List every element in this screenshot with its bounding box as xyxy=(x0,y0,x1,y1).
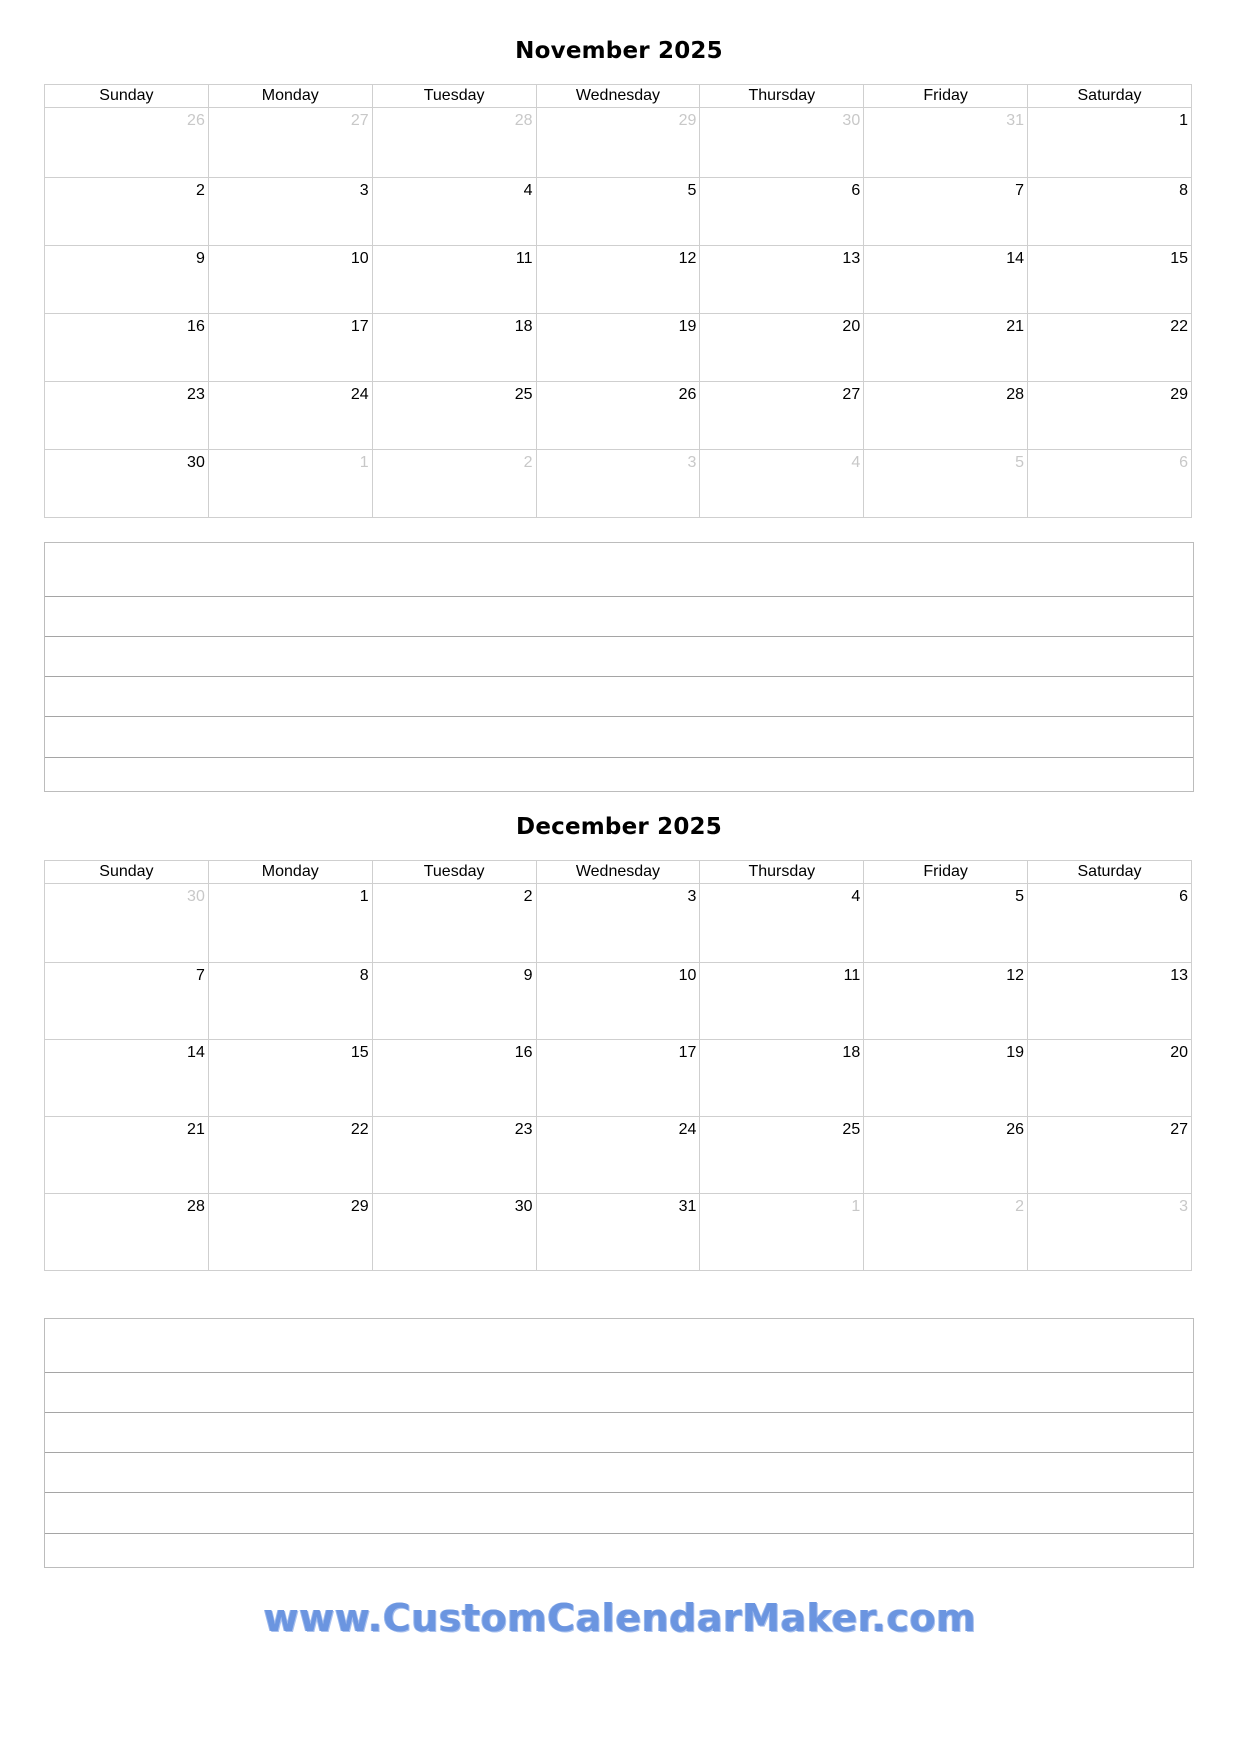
day-cell[interactable] xyxy=(864,178,1028,246)
adjacent-month-day-number: 3 xyxy=(1179,1198,1188,1215)
day-number: 9 xyxy=(523,967,533,984)
adjacent-month-day-number: 1 xyxy=(851,1198,861,1215)
day-number: 12 xyxy=(678,250,697,267)
day-cell[interactable] xyxy=(864,108,1028,178)
day-cell[interactable] xyxy=(208,1117,372,1194)
day-cell[interactable] xyxy=(700,450,864,518)
note-line xyxy=(45,1452,1193,1453)
day-cell[interactable] xyxy=(700,1040,864,1117)
weekday-header-row xyxy=(45,861,1192,884)
day-number: 30 xyxy=(514,1198,533,1215)
day-cell[interactable] xyxy=(45,314,209,382)
day-cell[interactable] xyxy=(864,963,1028,1040)
day-cell[interactable] xyxy=(536,1194,700,1271)
day-cell[interactable] xyxy=(372,382,536,450)
adjacent-month-day-number: 26 xyxy=(187,112,205,129)
day-number: 28 xyxy=(187,1198,205,1215)
calendar-grid-december xyxy=(44,860,1192,1271)
day-number: 29 xyxy=(1170,386,1188,403)
day-number: 11 xyxy=(515,250,533,267)
weekday-header: Sunday xyxy=(45,85,209,108)
day-cell[interactable] xyxy=(1028,1040,1192,1117)
day-cell[interactable] xyxy=(536,963,700,1040)
note-line xyxy=(45,716,1193,717)
day-number: 23 xyxy=(187,386,205,403)
day-number: 15 xyxy=(1170,250,1188,267)
day-cell[interactable] xyxy=(45,450,209,518)
day-cell[interactable] xyxy=(1028,963,1192,1040)
day-cell[interactable] xyxy=(372,1117,536,1194)
day-cell[interactable] xyxy=(1028,1194,1192,1271)
weekday-header: Saturday xyxy=(1028,85,1192,108)
weekday-header: Monday xyxy=(208,861,372,884)
day-cell[interactable] xyxy=(208,246,372,314)
day-cell[interactable] xyxy=(864,246,1028,314)
note-line xyxy=(45,676,1193,677)
week-row xyxy=(45,1040,1192,1117)
day-cell[interactable] xyxy=(1028,884,1192,963)
day-number: 13 xyxy=(1170,967,1188,984)
day-cell[interactable] xyxy=(864,1117,1028,1194)
day-cell[interactable] xyxy=(372,178,536,246)
day-cell[interactable] xyxy=(45,178,209,246)
day-cell[interactable] xyxy=(700,108,864,178)
adjacent-month-day-number: 2 xyxy=(523,454,533,471)
weekday-header: Tuesday xyxy=(372,85,536,108)
day-number: 13 xyxy=(842,250,861,267)
week-row xyxy=(45,178,1192,246)
day-cell[interactable] xyxy=(208,314,372,382)
day-number: 14 xyxy=(1006,250,1025,267)
day-number: 26 xyxy=(1006,1121,1025,1138)
day-number: 15 xyxy=(350,1044,369,1061)
adjacent-month-day-number: 3 xyxy=(687,454,697,471)
adjacent-month-day-number: 1 xyxy=(359,454,369,471)
day-number: 27 xyxy=(842,386,861,403)
day-number: 4 xyxy=(523,182,533,199)
notes-box-december xyxy=(44,1318,1194,1568)
weekday-header: Wednesday xyxy=(536,861,700,884)
note-line xyxy=(45,1412,1193,1413)
adjacent-month-day-number: 5 xyxy=(1015,454,1025,471)
day-cell[interactable] xyxy=(1028,246,1192,314)
day-cell[interactable] xyxy=(700,178,864,246)
day-cell[interactable] xyxy=(1028,382,1192,450)
notes-box-november xyxy=(44,542,1194,792)
day-number: 25 xyxy=(514,386,533,403)
day-cell[interactable] xyxy=(536,1040,700,1117)
day-number: 23 xyxy=(514,1121,533,1138)
day-cell[interactable] xyxy=(536,108,700,178)
day-number: 2 xyxy=(195,182,205,199)
day-number: 24 xyxy=(350,386,369,403)
day-number: 10 xyxy=(678,967,697,984)
day-cell[interactable] xyxy=(700,246,864,314)
day-number: 10 xyxy=(350,250,369,267)
day-cell[interactable] xyxy=(208,1040,372,1117)
day-cell[interactable] xyxy=(864,884,1028,963)
day-cell[interactable] xyxy=(1028,314,1192,382)
day-number: 20 xyxy=(842,318,861,335)
weekday-header: Sunday xyxy=(45,861,209,884)
day-cell[interactable] xyxy=(372,450,536,518)
day-number: 3 xyxy=(687,888,697,905)
day-cell[interactable] xyxy=(372,1194,536,1271)
day-cell[interactable] xyxy=(1028,1117,1192,1194)
day-number: 29 xyxy=(350,1198,369,1215)
note-line xyxy=(45,757,1193,758)
day-cell[interactable] xyxy=(536,884,700,963)
footer-website-link[interactable]: www.CustomCalendarMaker.com xyxy=(263,1596,977,1640)
day-number: 17 xyxy=(678,1044,697,1061)
day-number: 17 xyxy=(350,318,369,335)
weekday-header: Friday xyxy=(864,85,1028,108)
day-cell[interactable] xyxy=(536,1117,700,1194)
day-cell[interactable] xyxy=(864,450,1028,518)
day-cell[interactable] xyxy=(45,1117,209,1194)
day-cell[interactable] xyxy=(536,450,700,518)
day-number: 7 xyxy=(1015,182,1025,199)
day-number: 12 xyxy=(1006,967,1025,984)
day-cell[interactable] xyxy=(45,108,209,178)
day-number: 26 xyxy=(678,386,697,403)
weekday-header: Friday xyxy=(864,861,1028,884)
day-number: 16 xyxy=(514,1044,533,1061)
adjacent-month-day-number: 29 xyxy=(678,112,697,129)
day-cell[interactable] xyxy=(536,178,700,246)
day-number: 21 xyxy=(1006,318,1025,335)
note-line xyxy=(45,1492,1193,1493)
day-number: 21 xyxy=(187,1121,205,1138)
day-number: 19 xyxy=(678,318,697,335)
day-cell[interactable] xyxy=(208,382,372,450)
day-cell[interactable] xyxy=(208,884,372,963)
day-number: 18 xyxy=(842,1044,861,1061)
day-number: 19 xyxy=(1006,1044,1025,1061)
day-cell[interactable] xyxy=(45,884,209,963)
day-number: 31 xyxy=(678,1198,697,1215)
adjacent-month-day-number: 31 xyxy=(1006,112,1025,129)
adjacent-month-day-number: 6 xyxy=(1179,454,1188,471)
day-cell[interactable] xyxy=(208,1194,372,1271)
day-number: 4 xyxy=(851,888,861,905)
day-number: 5 xyxy=(1015,888,1025,905)
calendar-grid-november xyxy=(44,84,1192,518)
day-cell[interactable] xyxy=(1028,108,1192,178)
week-row xyxy=(45,1194,1192,1271)
week-row xyxy=(45,108,1192,178)
day-cell[interactable] xyxy=(45,1194,209,1271)
day-cell[interactable] xyxy=(372,108,536,178)
day-cell[interactable] xyxy=(700,314,864,382)
day-number: 7 xyxy=(195,967,205,984)
day-cell[interactable] xyxy=(45,246,209,314)
month-title-december: December 2025 xyxy=(516,814,722,840)
day-cell[interactable] xyxy=(45,1040,209,1117)
day-cell[interactable] xyxy=(208,178,372,246)
day-cell[interactable] xyxy=(372,1040,536,1117)
note-line xyxy=(45,1372,1193,1373)
week-row xyxy=(45,450,1192,518)
day-cell[interactable] xyxy=(700,382,864,450)
day-cell[interactable] xyxy=(208,963,372,1040)
weekday-header: Tuesday xyxy=(372,861,536,884)
day-cell[interactable] xyxy=(864,382,1028,450)
day-cell[interactable] xyxy=(864,1194,1028,1271)
day-number: 1 xyxy=(1179,112,1188,129)
day-number: 5 xyxy=(687,182,697,199)
week-row xyxy=(45,1117,1192,1194)
day-cell[interactable] xyxy=(700,1194,864,1271)
adjacent-month-day-number: 30 xyxy=(842,112,861,129)
day-number: 18 xyxy=(514,318,533,335)
adjacent-month-day-number: 27 xyxy=(350,112,369,129)
day-number: 16 xyxy=(187,318,205,335)
weekday-header: Wednesday xyxy=(536,85,700,108)
day-number: 8 xyxy=(359,967,369,984)
day-cell[interactable] xyxy=(536,382,700,450)
day-number: 1 xyxy=(359,888,369,905)
day-number: 8 xyxy=(1179,182,1188,199)
day-number: 3 xyxy=(359,182,369,199)
day-cell[interactable] xyxy=(700,884,864,963)
note-line xyxy=(45,636,1193,637)
day-cell[interactable] xyxy=(208,108,372,178)
adjacent-month-day-number: 2 xyxy=(1015,1198,1025,1215)
weekday-header: Saturday xyxy=(1028,861,1192,884)
day-number: 9 xyxy=(195,250,205,267)
day-number: 14 xyxy=(187,1044,205,1061)
weekday-header: Thursday xyxy=(700,85,864,108)
day-number: 2 xyxy=(523,888,533,905)
week-row xyxy=(45,884,1192,963)
adjacent-month-day-number: 30 xyxy=(187,888,205,905)
day-number: 25 xyxy=(842,1121,861,1138)
day-cell[interactable] xyxy=(1028,178,1192,246)
day-cell[interactable] xyxy=(45,382,209,450)
day-cell[interactable] xyxy=(372,314,536,382)
week-row xyxy=(45,382,1192,450)
day-number: 6 xyxy=(1179,888,1188,905)
day-number: 27 xyxy=(1170,1121,1188,1138)
day-cell[interactable] xyxy=(864,314,1028,382)
day-cell[interactable] xyxy=(700,1117,864,1194)
day-cell[interactable] xyxy=(700,963,864,1040)
day-number: 6 xyxy=(851,182,861,199)
day-cell[interactable] xyxy=(372,884,536,963)
day-number: 22 xyxy=(1170,318,1188,335)
note-line xyxy=(45,1533,1193,1534)
day-cell[interactable] xyxy=(208,450,372,518)
month-title-november: November 2025 xyxy=(515,38,723,64)
adjacent-month-day-number: 28 xyxy=(514,112,533,129)
day-cell[interactable] xyxy=(864,1040,1028,1117)
day-cell[interactable] xyxy=(372,246,536,314)
adjacent-month-day-number: 4 xyxy=(851,454,861,471)
day-number: 28 xyxy=(1006,386,1025,403)
weekday-header-row xyxy=(45,85,1192,108)
day-number: 24 xyxy=(678,1121,697,1138)
week-row xyxy=(45,963,1192,1040)
week-row xyxy=(45,246,1192,314)
weekday-header: Monday xyxy=(208,85,372,108)
day-cell[interactable] xyxy=(45,963,209,1040)
day-number: 20 xyxy=(1170,1044,1188,1061)
day-number: 22 xyxy=(350,1121,369,1138)
day-cell[interactable] xyxy=(536,314,700,382)
day-number: 30 xyxy=(187,454,205,471)
day-number: 11 xyxy=(843,967,861,984)
weekday-header: Thursday xyxy=(700,861,864,884)
day-cell[interactable] xyxy=(1028,450,1192,518)
note-line xyxy=(45,596,1193,597)
day-cell[interactable] xyxy=(536,246,700,314)
day-cell[interactable] xyxy=(372,963,536,1040)
week-row xyxy=(45,314,1192,382)
